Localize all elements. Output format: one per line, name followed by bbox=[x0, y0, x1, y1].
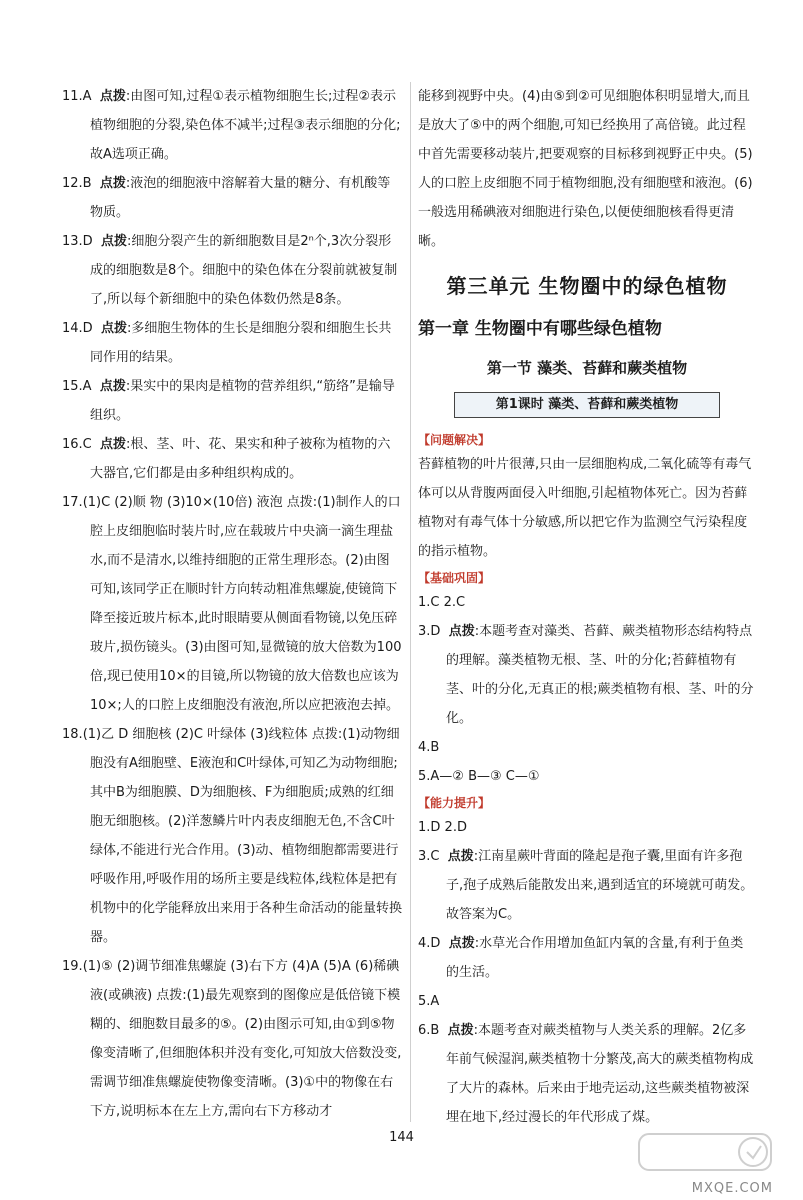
basic-answers bbox=[418, 588, 756, 791]
tag-problem: 【问题解决】 bbox=[418, 433, 491, 447]
answer-entry bbox=[62, 372, 402, 430]
answer-text: :水草光合作用增加鱼缸内氧的含量,有利于鱼类的生活。 bbox=[446, 936, 744, 980]
hint-label: 点拨 bbox=[99, 176, 126, 191]
answer-entry bbox=[418, 588, 756, 617]
answer-entry bbox=[418, 842, 756, 929]
answer-entry bbox=[418, 617, 756, 733]
hint-label: 点拨 bbox=[100, 437, 127, 452]
unit-title: 第三单元 生物圈中的绿色植物 bbox=[446, 274, 728, 298]
answer-text: :本题考查对藻类、苔藓、蕨类植物形态结构特点的理解。藻类植物无根、茎、叶的分化;苔藓植物有茎、叶的分化,无真正的根;蕨类植物有根、茎、叶的分化。 bbox=[446, 624, 754, 726]
answer-number: 6.B bbox=[418, 1023, 440, 1038]
answer-number: 13.D bbox=[62, 234, 93, 249]
answer-entry bbox=[418, 1016, 756, 1132]
tag-ability: 【能力提升】 bbox=[418, 796, 491, 810]
hint-label: 点拨 bbox=[100, 321, 127, 336]
hint-label: 点拨 bbox=[448, 624, 475, 639]
problem-text: 苔藓植物的叶片很薄,只由一层细胞构成,二氧化硫等有毒气体可以从背腹两面侵入叶细胞,引起植物体死亡。因为苔藓植物对有毒气体十分敏感,所以把它作为监测空气污染程度的指示植物。 bbox=[418, 457, 752, 559]
answer-entry bbox=[62, 169, 402, 227]
answer-number: 5.A—② B—③ C—① bbox=[418, 769, 540, 784]
hint-label: 点拨 bbox=[99, 89, 126, 104]
answer-text: :根、茎、叶、花、果实和种子被称为植物的六大器官,它们都是由多种组织构成的。 bbox=[90, 437, 391, 481]
answer-number: 18. bbox=[62, 727, 83, 742]
section-title: 第一节 藻类、苔藓和蕨类植物 bbox=[486, 359, 688, 377]
answer-entry bbox=[62, 227, 402, 314]
answer-entry bbox=[62, 488, 402, 720]
answer-text: (1)C (2)顺 物 (3)10×(10倍) 液泡 点拨:(1)制作人的口腔上皮细胞临时装片时,应在载玻片中央滴一滴生理盐水,而不是清水,以维持细胞的正常生理形态。(2)由图可知,该同学正在顺时针方向转动粗准焦螺旋,使镜筒下降至接近玻片标本,此时眼睛要从侧面看物镜,以免压碎玻片,损伤镜头。(3)由图可知,显微镜的放大倍数为100倍,现已使用10×的目镜,所以物镜的放大倍数也应该为10×;人的口腔上皮细胞没有液泡,所以应把液泡去掉。 bbox=[82, 495, 402, 713]
chapter-title: 第一章 生物圈中有哪些绿色植物 bbox=[418, 319, 662, 339]
answer-number: 4.D bbox=[418, 936, 441, 951]
answer-text: :由图可知,过程①表示植物细胞生长;过程②表示植物细胞的分裂,染色体不减半;过程③表示细胞的分化;故A选项正确。 bbox=[90, 89, 401, 162]
hint-label: 点拨 bbox=[447, 1023, 474, 1038]
answer-text: :细胞分裂产生的新细胞数目是2ⁿ个,3次分裂形成的细胞数是8个。细胞中的染色体在分裂前就被复制了,所以每个新细胞中的染色体数仍然是8条。 bbox=[90, 234, 398, 307]
page-number: 144 bbox=[389, 1130, 414, 1145]
answer-number: 11.A bbox=[62, 89, 92, 104]
answer-entry bbox=[62, 952, 402, 1126]
ability-answers bbox=[418, 813, 756, 1132]
lesson-title: 第1课时 藻类、苔藓和蕨类植物 bbox=[454, 392, 720, 418]
answer-number: 17. bbox=[62, 495, 83, 510]
hint-label: 点拨 bbox=[448, 936, 475, 951]
hint-label: 点拨 bbox=[100, 234, 127, 249]
answer-number: 14.D bbox=[62, 321, 93, 336]
answer-number: 16.C bbox=[62, 437, 92, 452]
right-column bbox=[418, 82, 756, 1132]
answer-text: :液泡的细胞液中溶解着大量的糖分、有机酸等物质。 bbox=[90, 176, 391, 220]
watermark-url: MXQE.COM bbox=[691, 1181, 773, 1196]
answer-text: :本题考查对蕨类植物与人类关系的理解。2亿多年前气候湿润,蕨类植物十分繁茂,高大的蕨类植物构成了大片的森林。后来由于地壳运动,这些蕨类植物被深埋在地下,经过漫长的年代形成了煤。 bbox=[446, 1023, 754, 1125]
answer-entry bbox=[62, 82, 402, 169]
answer-text: (1)乙 D 细胞核 (2)C 叶绿体 (3)线粒体 点拨:(1)动物细胞没有A细胞壁、E液泡和C叶绿体,可知乙为动物细胞;其中B为细胞膜、D为细胞核、F为细胞质;成熟的红细胞无细胞核。(2)洋葱鳞片叶内表皮细胞无色,不含C叶绿体,不能进行光合作用。(3)动、植物细胞都需要进行呼吸作用,呼吸作用的场所主要是线粒体,线粒体是把有机物中的化学能释放出来用于各种生命活动的能量转换器。 bbox=[82, 727, 403, 945]
answer-entry bbox=[418, 762, 756, 791]
column-divider bbox=[410, 82, 411, 1122]
answer-text: :果实中的果肉是植物的营养组织,“筋络”是输导组织。 bbox=[90, 379, 395, 423]
tag-basic: 【基础巩固】 bbox=[418, 571, 491, 585]
left-column bbox=[62, 82, 402, 1126]
answer-entry bbox=[418, 733, 756, 762]
answer-number: 5.A bbox=[418, 994, 440, 1009]
hint-label: 点拨 bbox=[447, 849, 474, 864]
answer-text: :江南星蕨叶背面的隆起是孢子囊,里面有许多孢子,孢子成熟后能散发出来,遇到适宜的环境就可萌发。故答案为C。 bbox=[446, 849, 754, 922]
answer-entry bbox=[418, 929, 756, 987]
answer-text: (1)⑤ (2)调节细准焦螺旋 (3)右下方 (4)A (5)A (6)稀碘液(或碘液) 点拨:(1)最先观察到的图像应是低倍镜下模糊的、细胞数目最多的⑤。(2)由图示可知,由①到⑤物像变清晰了,但细胞体积并没有变化,可知放大倍数没变,需调节细准焦螺旋使物像变清晰。(3)①中的物像在右下方,说明标本在左上方,需向右下方移动才 bbox=[82, 959, 402, 1119]
answer-number: 3.D bbox=[418, 624, 441, 639]
answer-number: 3.C bbox=[418, 849, 440, 864]
continued-answer-text: 能移到视野中央。(4)由⑤到②可见细胞体积明显增大,而且是放大了⑤中的两个细胞,可知已经换用了高倍镜。此过程中首先需要移动装片,把要观察的目标移到视野正中央。(5)人的口腔上皮细胞不同于植物细胞,没有细胞壁和液泡。(6)一般选用稀碘液对细胞进行染色,以便使细胞核看得更清晰。 bbox=[418, 89, 753, 249]
answer-entry bbox=[418, 813, 756, 842]
answer-number: 1.C 2.C bbox=[418, 595, 466, 610]
answer-entry bbox=[418, 987, 756, 1016]
hint-label: 点拨 bbox=[99, 379, 126, 394]
answer-number: 1.D 2.D bbox=[418, 820, 467, 835]
answer-number: 19. bbox=[62, 959, 83, 974]
answer-number: 4.B bbox=[418, 740, 440, 755]
answer-text: :多细胞生物体的生长是细胞分裂和细胞生长共同作用的结果。 bbox=[90, 321, 392, 365]
answer-entry bbox=[62, 314, 402, 372]
answer-number: 12.B bbox=[62, 176, 92, 191]
answer-entry bbox=[62, 430, 402, 488]
answer-entry bbox=[62, 720, 402, 952]
answer-number: 15.A bbox=[62, 379, 92, 394]
